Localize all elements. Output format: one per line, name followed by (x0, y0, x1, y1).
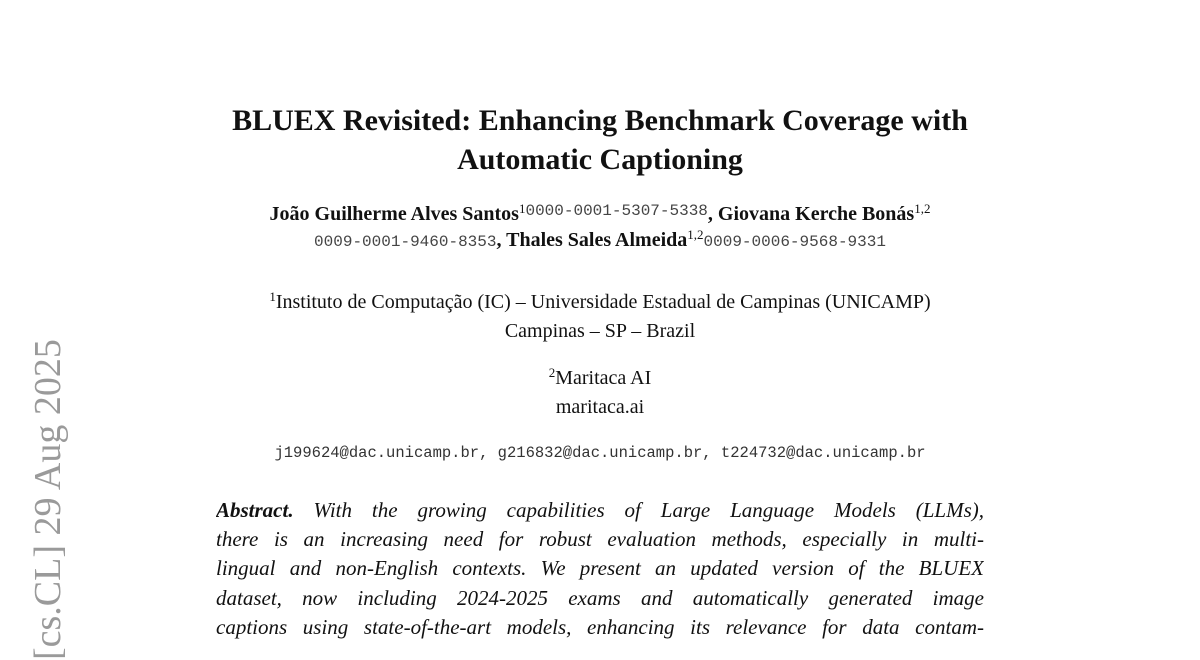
title-line-2: Automatic Captioning (457, 143, 743, 176)
author-name: Giovana Kerche Bonás (717, 203, 915, 225)
author-orcid: 0000-0001-5307-5338 (525, 202, 708, 220)
author-line-1 (0, 198, 1200, 227)
author-list (0, 198, 1200, 255)
abstract-line (216, 496, 984, 525)
author-affiliation-mark: 1,2 (687, 227, 704, 242)
author-name: João Guilherme Alves Santos (269, 203, 519, 225)
affiliation-line-1 (0, 364, 1200, 393)
author-name: Thales Sales Almeida (506, 229, 688, 251)
abstract (216, 496, 984, 642)
affiliation-website: maritaca.ai (555, 396, 645, 418)
abstract-text: With the growing capabilities of Large Language Models (LLMs), (313, 498, 984, 522)
title-line-1: BLUEX Revisited: Enhancing Benchmark Coverage with (232, 104, 968, 137)
abstract-label: Abstract. (216, 498, 294, 522)
affiliation-text: Instituto de Computação (IC) – Universidade Estadual de Campinas (UNICAMP) (275, 291, 931, 313)
abstract-line: captions using state-of-the-art models, enhancing its relevance for data contam- (216, 614, 984, 639)
affiliation-text: Maritaca AI (555, 367, 652, 389)
author-affiliation-mark: 1 (518, 201, 526, 216)
author-emails: j199624@dac.unicamp.br, g216832@dac.unicamp.br, t224732@dac.unicamp.br (274, 444, 926, 462)
author-separator: , (707, 203, 718, 225)
arxiv-margin-stamp: [cs.CL] 29 Aug 2025 (27, 339, 69, 660)
affiliation-line-1 (0, 288, 1200, 317)
author-orcid: 0009-0006-9568-9331 (703, 233, 886, 251)
affiliation-unicamp (0, 288, 1200, 346)
paper-title (0, 101, 1200, 179)
abstract-line: lingual and non-English contexts. We present an updated version of the BLUEX (216, 556, 984, 581)
author-separator: , (496, 229, 507, 251)
author-orcid: 0009-0001-9460-8353 (314, 233, 497, 251)
affiliation-mark: 1 (269, 289, 276, 304)
abstract-line: there is an increasing need for robust evaluation methods, especially in multi- (216, 527, 984, 552)
affiliation-mark: 2 (548, 365, 556, 380)
author-affiliation-mark: 1,2 (914, 201, 931, 216)
affiliation-maritaca (0, 364, 1200, 422)
affiliation-line-2: Campinas – SP – Brazil (504, 320, 696, 342)
author-line-2 (0, 227, 1200, 255)
abstract-line: dataset, now including 2024-2025 exams and automatically generated image (216, 585, 984, 610)
